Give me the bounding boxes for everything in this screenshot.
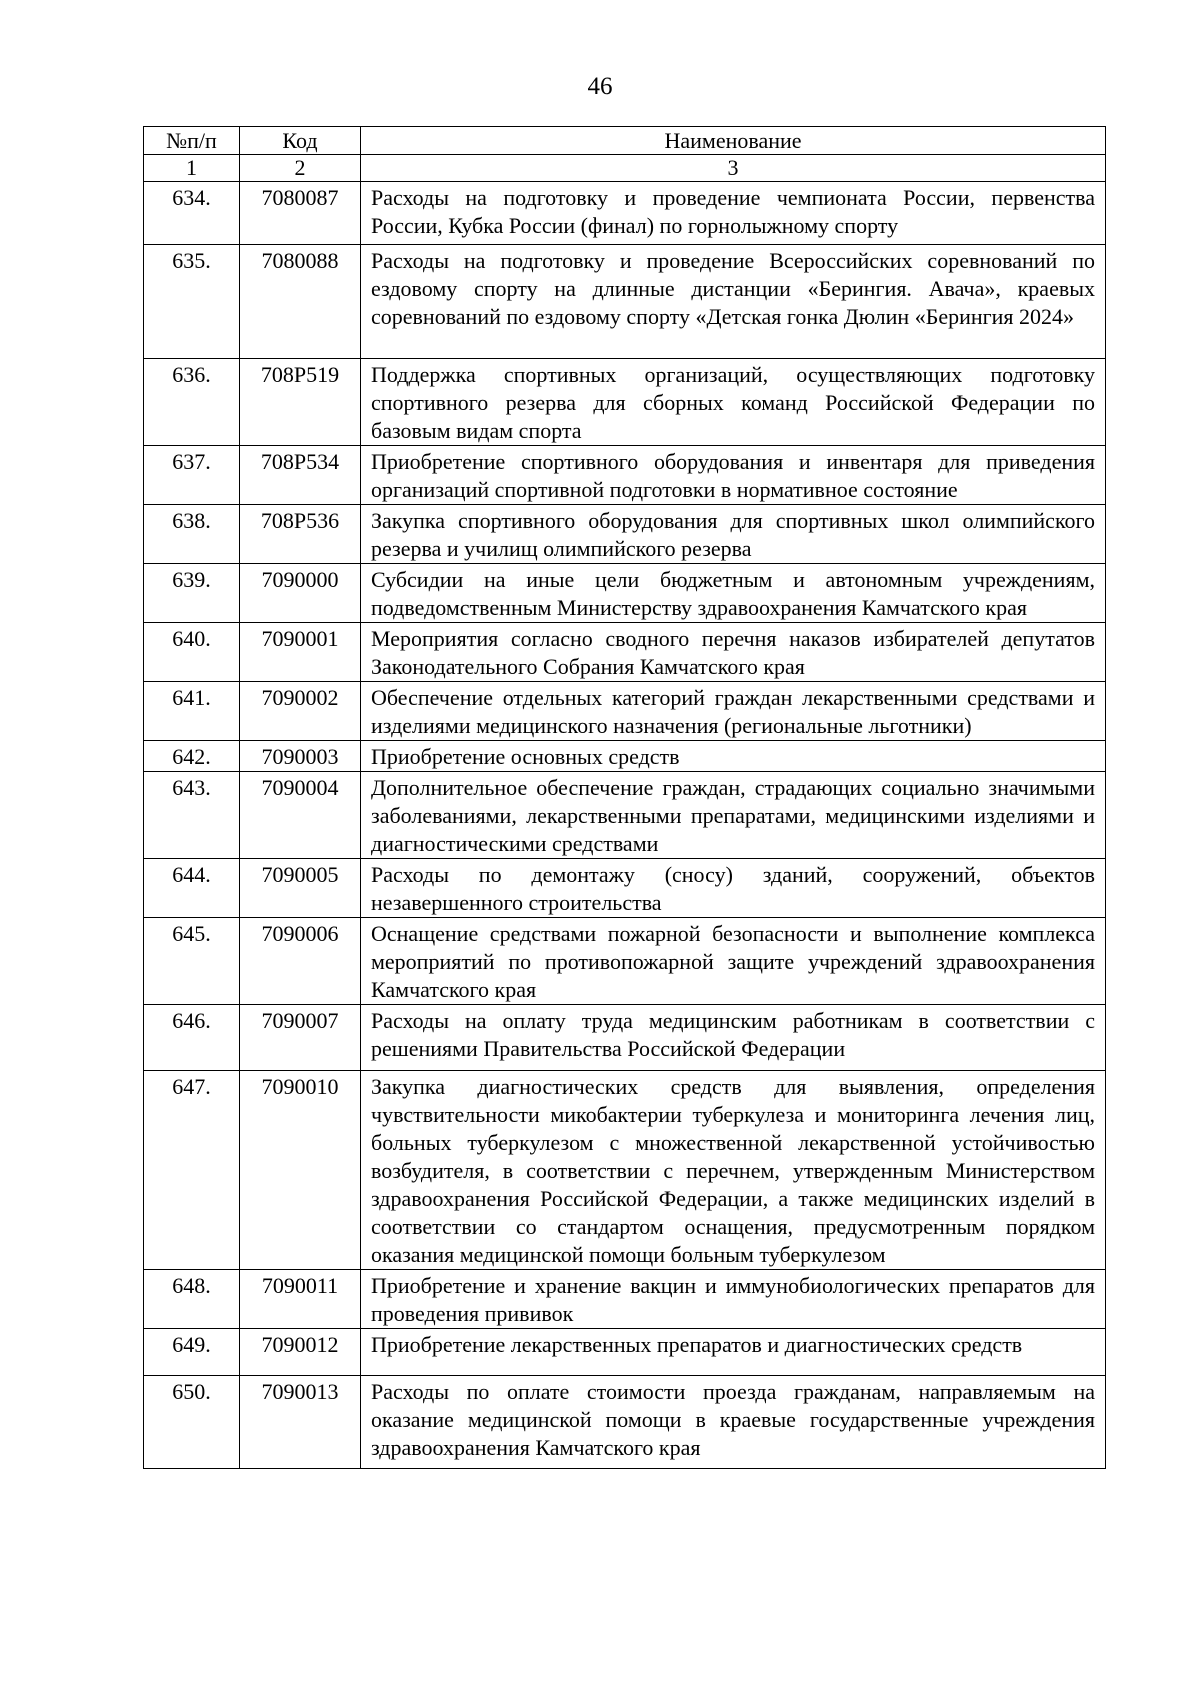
row-num: 642. bbox=[144, 741, 240, 772]
row-num: 640. bbox=[144, 623, 240, 682]
row-code: 7090001 bbox=[240, 623, 361, 682]
page-number: 46 bbox=[587, 73, 613, 100]
row-name: Оснащение средствами пожарной безопасности и выполнение комплекса мероприятий по противопожарной защите учреждений здравоохранения Камчатского края bbox=[361, 918, 1106, 1005]
row-code: 7090003 bbox=[240, 741, 361, 772]
table-row bbox=[144, 446, 1106, 505]
table-row bbox=[144, 859, 1106, 918]
row-code: 7090004 bbox=[240, 772, 361, 859]
table-row bbox=[144, 1329, 1106, 1376]
budget-codes-table bbox=[143, 126, 1106, 1469]
row-num: 645. bbox=[144, 918, 240, 1005]
row-name: Расходы на подготовку и проведение Всероссийских соревнований по ездовому спорту на длинные дистанции «Берингия. Авача», краевых соревнований по ездовому спорту «Детская гонка Дюлин «Берингия 2024» bbox=[361, 245, 1106, 359]
row-num: 646. bbox=[144, 1005, 240, 1071]
table-row bbox=[144, 772, 1106, 859]
table-row bbox=[144, 1071, 1106, 1270]
table-row bbox=[144, 682, 1106, 741]
row-num: 636. bbox=[144, 359, 240, 446]
table-row bbox=[144, 1005, 1106, 1071]
table-row bbox=[144, 182, 1106, 245]
index-num: 1 bbox=[144, 155, 240, 182]
row-name: Мероприятия согласно сводного перечня наказов избирателей депутатов Законодательного Собрания Камчатского края bbox=[361, 623, 1106, 682]
row-num: 641. bbox=[144, 682, 240, 741]
index-code: 2 bbox=[240, 155, 361, 182]
row-num: 650. bbox=[144, 1376, 240, 1469]
column-index-row bbox=[144, 155, 1106, 182]
row-name: Расходы по демонтажу (сносу) зданий, сооружений, объектов незавершенного строительства bbox=[361, 859, 1106, 918]
row-num: 635. bbox=[144, 245, 240, 359]
header-num: №п/п bbox=[144, 127, 240, 155]
table-row bbox=[144, 1270, 1106, 1329]
row-name: Расходы по оплате стоимости проезда гражданам, направляемым на оказание медицинской помощи в краевые государственные учреждения здравоохранения Камчатского края bbox=[361, 1376, 1106, 1469]
row-code: 7090012 bbox=[240, 1329, 361, 1376]
table-row bbox=[144, 1376, 1106, 1469]
row-name: Приобретение и хранение вакцин и иммунобиологических препаратов для проведения прививок bbox=[361, 1270, 1106, 1329]
row-name: Расходы на оплату труда медицинским работникам в соответствии с решениями Правительства Российской Федерации bbox=[361, 1005, 1106, 1071]
row-num: 643. bbox=[144, 772, 240, 859]
table-row bbox=[144, 564, 1106, 623]
row-code: 7090005 bbox=[240, 859, 361, 918]
row-num: 648. bbox=[144, 1270, 240, 1329]
row-code: 708P534 bbox=[240, 446, 361, 505]
row-code: 7090007 bbox=[240, 1005, 361, 1071]
row-code: 7090006 bbox=[240, 918, 361, 1005]
table-row bbox=[144, 918, 1106, 1005]
row-name: Приобретение основных средств bbox=[361, 741, 1106, 772]
row-code: 7090013 bbox=[240, 1376, 361, 1469]
row-name: Обеспечение отдельных категорий граждан лекарственными средствами и изделиями медицинского назначения (региональные льготники) bbox=[361, 682, 1106, 741]
table-row bbox=[144, 359, 1106, 446]
table-row bbox=[144, 623, 1106, 682]
row-num: 634. bbox=[144, 182, 240, 245]
row-name: Закупка спортивного оборудования для спортивных школ олимпийского резерва и училищ олимпийского резерва bbox=[361, 505, 1106, 564]
table-row bbox=[144, 245, 1106, 359]
row-name: Поддержка спортивных организаций, осуществляющих подготовку спортивного резерва для сборных команд Российской Федерации по базовым видам спорта bbox=[361, 359, 1106, 446]
row-name: Субсидии на иные цели бюджетным и автономным учреждениям, подведомственным Министерству здравоохранения Камчатского края bbox=[361, 564, 1106, 623]
row-code: 7090010 bbox=[240, 1071, 361, 1270]
row-num: 639. bbox=[144, 564, 240, 623]
header-code: Код bbox=[240, 127, 361, 155]
table-row bbox=[144, 505, 1106, 564]
header-name: Наименование bbox=[361, 127, 1106, 155]
table-row bbox=[144, 741, 1106, 772]
row-name: Приобретение спортивного оборудования и инвентаря для приведения организаций спортивной подготовки в нормативное состояние bbox=[361, 446, 1106, 505]
row-code: 7080088 bbox=[240, 245, 361, 359]
row-code: 7090011 bbox=[240, 1270, 361, 1329]
table-header-row bbox=[144, 127, 1106, 155]
row-name: Дополнительное обеспечение граждан, страдающих социально значимыми заболеваниями, лекарственными препаратами, медицинскими изделиями и диагностическими средствами bbox=[361, 772, 1106, 859]
row-code: 7090000 bbox=[240, 564, 361, 623]
row-num: 638. bbox=[144, 505, 240, 564]
row-num: 647. bbox=[144, 1071, 240, 1270]
index-name: 3 bbox=[361, 155, 1106, 182]
row-name: Закупка диагностических средств для выявления, определения чувствительности микобактерии туберкулеза и мониторинга лечения лиц, больных туберкулезом с множественной лекарственной устойчивостью возбудителя, в соответствии с перечнем, утвержденным Министерством здравоохранения Российской Федерации, а также медицинских изделий в соответствии со стандартом оснащения, предусмотренным порядком оказания медицинской помощи больным туберкулезом bbox=[361, 1071, 1106, 1270]
row-num: 649. bbox=[144, 1329, 240, 1376]
row-code: 708P519 bbox=[240, 359, 361, 446]
row-name: Расходы на подготовку и проведение чемпионата России, первенства России, Кубка России (финал) по горнолыжному спорту bbox=[361, 182, 1106, 245]
row-num: 644. bbox=[144, 859, 240, 918]
row-code: 708P536 bbox=[240, 505, 361, 564]
row-code: 7080087 bbox=[240, 182, 361, 245]
row-num: 637. bbox=[144, 446, 240, 505]
row-name: Приобретение лекарственных препаратов и диагностических средств bbox=[361, 1329, 1106, 1376]
row-code: 7090002 bbox=[240, 682, 361, 741]
